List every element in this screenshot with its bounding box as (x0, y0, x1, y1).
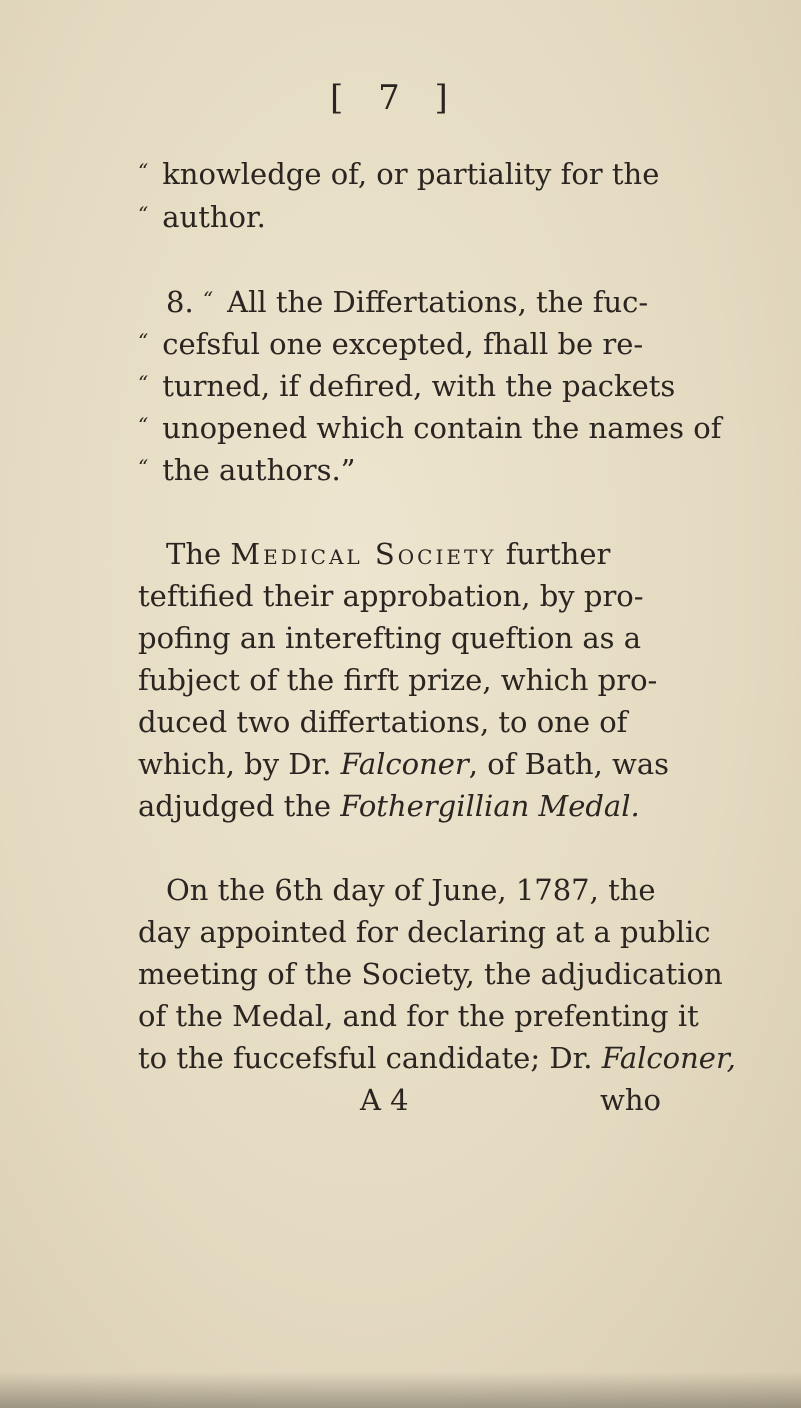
quote-mark: “ (138, 159, 149, 183)
signature-mark: A 4 (360, 1083, 409, 1117)
text-line: On the 6th day of June, 1787, the (166, 873, 656, 907)
society-name: Medical Society (230, 537, 497, 571)
text-line: day appointed for declaring at a public (138, 915, 711, 949)
text-line: of the Medal, and for the prefenting it (138, 999, 699, 1033)
text-line: “ unopened which contain the names of (138, 411, 722, 445)
text-line: duced two differtations, to one of (138, 705, 628, 739)
text-line: 8. “ All the Differtations, the fuc- (166, 285, 649, 319)
page-number: [ 7 ] (330, 78, 460, 118)
quote-mark: “ (138, 455, 149, 479)
quote-mark: “ (138, 413, 149, 437)
falconer-name: Falconer, (601, 1041, 736, 1075)
text-line: “ turned, if defired, with the packets (138, 369, 676, 403)
text-line: pofing an interefting queftion as a (138, 621, 642, 655)
catchword: who (600, 1083, 661, 1117)
page-edge-shadow (0, 1372, 801, 1408)
text-line: “ cefsful one excepted, fhall be re- (138, 327, 644, 361)
quote-mark: “ (138, 329, 149, 353)
text-line: to the fuccefsful candidate; Dr. Falconer, (138, 1041, 736, 1075)
falconer-name: Falconer (340, 747, 469, 781)
quote-mark: “ (138, 371, 149, 395)
medal-name: Fothergillian Medal. (340, 789, 640, 823)
text-line: “ the authors.” (138, 453, 356, 487)
text-line: The Medical Society further (166, 537, 611, 571)
quote-mark: “ (138, 202, 149, 226)
text-line: adjudged the Fothergillian Medal. (138, 789, 640, 823)
text-line: teftified their approbation, by pro- (138, 579, 644, 613)
text-line: “ knowledge of, or partiality for the (138, 157, 660, 191)
text-line: “ author. (138, 200, 266, 234)
text-line: fubject of the firft prize, which pro- (138, 663, 658, 697)
text-line: which, by Dr. Falconer, of Bath, was (138, 747, 670, 781)
quote-mark: “ (202, 287, 214, 311)
text-line: meeting of the Society, the adjudication (138, 957, 723, 991)
